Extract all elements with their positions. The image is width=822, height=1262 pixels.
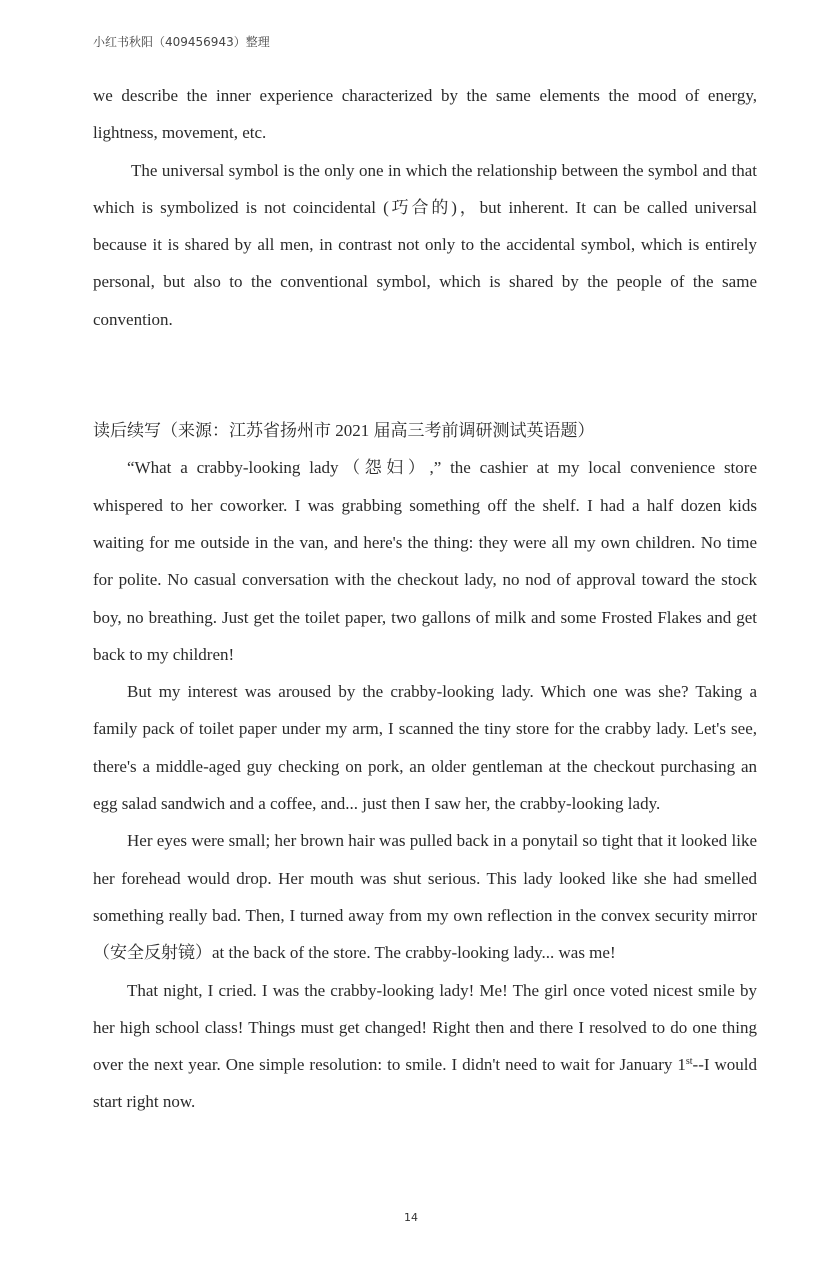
page-number: 14 bbox=[404, 1211, 418, 1224]
page-header: 小红书秋阳（409456943）整理 bbox=[93, 35, 270, 49]
paragraph-continuation: we describe the inner experience characterized by the same elements the mood of energy, lightness, movement, etc. bbox=[93, 86, 757, 143]
story-paragraph-4-text: That night, I cried. I was the crabby-looking lady! Me! The girl once voted nicest smile by her high school class! Things must get changed! Right then and there I resolved to do one thing over the next year. One simple resolution: to smile. I didn't need to wait for January 1 bbox=[93, 980, 757, 1075]
body-text bbox=[93, 77, 757, 1121]
story-paragraph-4-end: --I would start right now. bbox=[93, 1055, 758, 1112]
story-paragraph-1: “What a crabby-looking lady（怨妇）,” the cashier at my local convenience store whispered to her coworker. I was grabbing something off the shelf. I had a half dozen kids waiting for me outside in the van, and here's the thing: they were all my own children. No time for polite. No casual conversation with the checkout lady, no nod of approval toward the stock boy, no breathing. Just get the toilet paper, two gallons of milk and some Frosted Flakes and get back to my children! bbox=[93, 458, 757, 664]
paragraph-universal-symbol: The universal symbol is the only one in which the relationship between the symbol and that which is symbolized is not coincidental (巧合的)，but inherent. It can be called universal because it is shared by all men, in contrast not only to the accidental symbol, which is entirely personal, but also to the conventional symbol, which is shared by the people of the same convention. bbox=[93, 160, 757, 329]
section-spacer bbox=[93, 338, 757, 412]
section-heading: 读后续写（来源：江苏省扬州市 2021 届高三考前调研测试英语题） bbox=[93, 421, 595, 441]
story-paragraph-2: But my interest was aroused by the crabby-looking lady. Which one was she? Taking a family pack of toilet paper under my arm, I scanned the tiny store for the crabby lady. Let's see, there's a middle-aged guy checking on pork, an older gentleman at the checkout purchasing an egg salad sandwich and a coffee, and... just then I saw her, the crabby-looking lady. bbox=[93, 682, 757, 814]
story-paragraph-3: Her eyes were small; her brown hair was pulled back in a ponytail so tight that it looked like her forehead would drop. Her mouth was shut serious. This lady looked like she had smelled something really bad. Then, I turned away from my own reflection in the convex security mirror（安全反射镜）at the back of the store. The crabby-looking lady... was me! bbox=[93, 831, 757, 963]
story-paragraph-4 bbox=[93, 972, 757, 1121]
ordinal-superscript: st bbox=[685, 1056, 693, 1068]
